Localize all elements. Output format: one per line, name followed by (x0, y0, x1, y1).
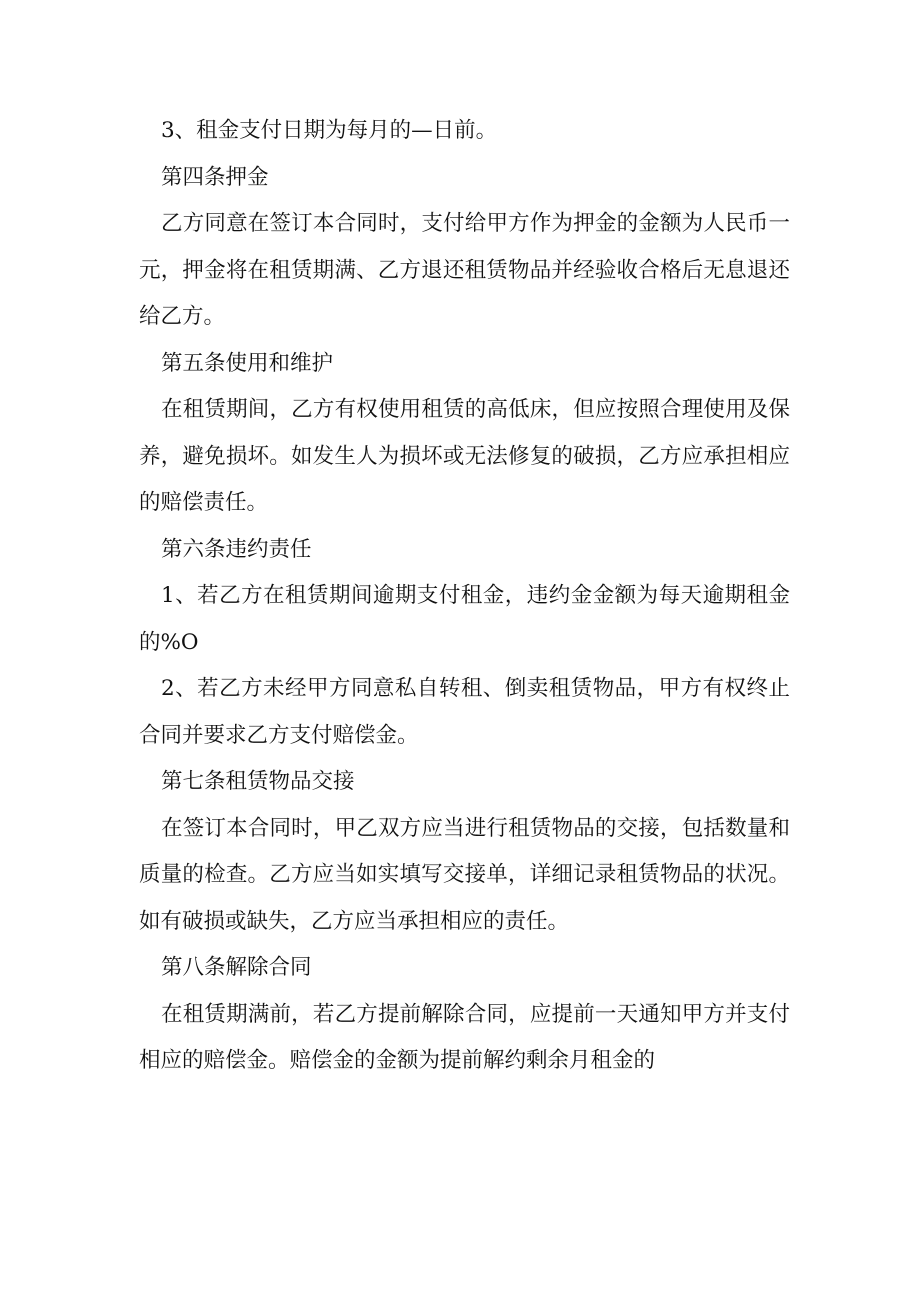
paragraph-rent-payment-date: 3、租金支付日期为每月的—日前。 (161, 118, 498, 143)
paragraph-deposit-terms: 乙方同意在签订本合同时，支付给甲方作为押金的金额为人民币一元，押金将在租赁期满、乙方退还租赁物品并经验收合格后无息退还给乙方。 (139, 211, 790, 329)
heading-article-4-deposit: 第四条押金 (161, 164, 269, 190)
paragraph-use-maintenance-terms: 在租赁期间，乙方有权使用租赁的高低床，但应按照合理使用及保养，避免损坏。如发生人为损坏或无法修复的破损，乙方应承担相应的赔偿责任。 (139, 397, 790, 515)
heading-article-8-termination: 第八条解除合同 (161, 955, 312, 980)
paragraph-breach-item-1: 1、若乙方在租赁期间逾期支付租金，违约金金额为每天逾期租金的%O (139, 583, 790, 655)
heading-article-6-breach: 第六条违约责任 (161, 536, 312, 562)
paragraph-termination-terms: 在租赁期满前，若乙方提前解除合同，应提前一天通知甲方并支付相应的赔偿金。赔偿金的金额为提前解约剩余月租金的 (139, 1001, 790, 1073)
paragraph-breach-item-2: 2、若乙方未经甲方同意私自转租、倒卖租赁物品，甲方有权终止合同并要求乙方支付赔偿金。 (139, 676, 790, 748)
document-body (139, 108, 790, 1085)
heading-article-5-use-maintenance: 第五条使用和维护 (161, 350, 334, 376)
paragraph-handover-terms: 在签订本合同时，甲乙双方应当进行租赁物品的交接，包括数量和质量的检查。乙方应当如实填写交接单，详细记录租赁物品的状况。如有破损或缺失，乙方应当承担相应的责任。 (139, 815, 790, 934)
heading-article-7-handover: 第七条租赁物品交接 (161, 769, 355, 794)
